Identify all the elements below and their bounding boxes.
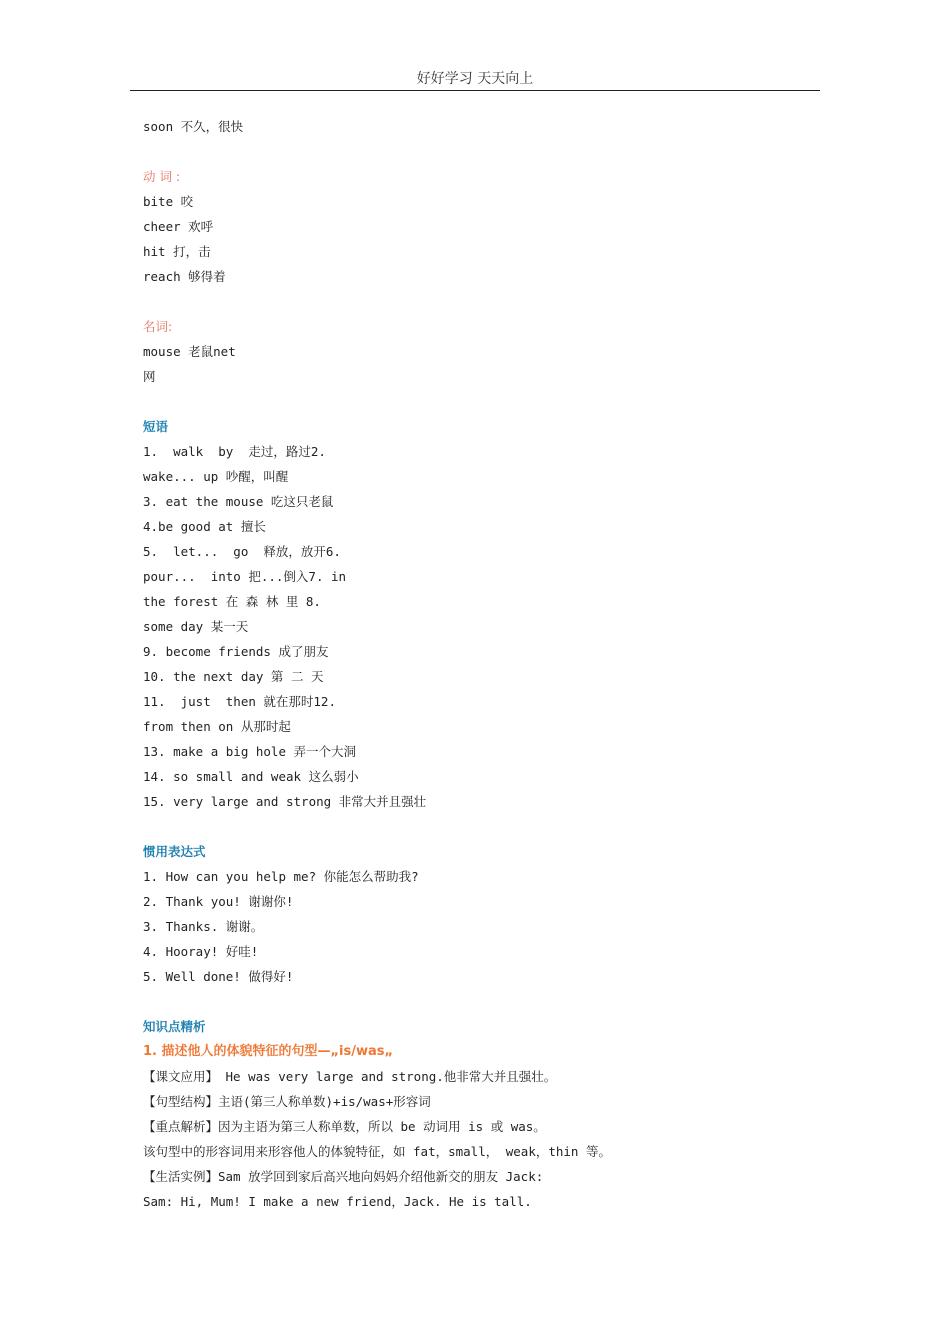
vocab-line: bite 咬 — [143, 194, 194, 209]
phrase-line: 13. make a big hole 弄一个大洞 — [143, 744, 357, 759]
vocab-line: mouse 老鼠net — [143, 344, 236, 359]
phrase-line: 9. become friends 成了朋友 — [143, 644, 329, 659]
phrase-line: 5. let... go 释放，放开6. — [143, 544, 341, 559]
phrase-line: wake... up 吵醒，叫醒 — [143, 469, 289, 484]
phrase-line: some day 某一天 — [143, 619, 249, 634]
vocab-line: hit 打，击 — [143, 244, 211, 259]
verbs-heading: 动 词 : — [143, 169, 181, 184]
document-body — [143, 116, 823, 1216]
analysis-line: 【课文应用】 He was very large and strong.他非常大并且强壮。 — [143, 1069, 557, 1084]
analysis-line: 【重点解析】因为主语为第三人称单数，所以 be 动词用 is 或 was。 — [143, 1119, 546, 1134]
vocab-line: 网 — [143, 369, 156, 384]
analysis-heading: 知识点精析 — [143, 1019, 206, 1034]
phrases-heading: 短语 — [143, 419, 169, 434]
expression-line: 2. Thank you! 谢谢你! — [143, 894, 294, 909]
phrase-line: 1. walk by 走过，路过2. — [143, 444, 326, 459]
header-divider — [130, 90, 820, 91]
expressions-heading: 惯用表达式 — [143, 844, 206, 859]
analysis-line: Sam: Hi, Mum! I make a new friend，Jack. He is tall. — [143, 1194, 532, 1209]
phrase-line: the forest 在 森 林 里 8. — [143, 594, 321, 609]
vocab-line: soon 不久，很快 — [143, 119, 244, 134]
phrase-line: 15. very large and strong 非常大并且强壮 — [143, 794, 427, 809]
phrase-line: 14. so small and weak 这么弱小 — [143, 769, 359, 784]
phrase-line: 4.be good at 擅长 — [143, 519, 266, 534]
analysis-line: 【句型结构】主语(第三人称单数)+is/was+形容词 — [143, 1094, 431, 1109]
expression-line: 3. Thanks. 谢谢。 — [143, 919, 264, 934]
phrase-line: from then on 从那时起 — [143, 719, 291, 734]
expression-line: 1. How can you help me? 你能怎么帮助我? — [143, 869, 419, 884]
expression-line: 4. Hooray! 好哇! — [143, 944, 259, 959]
vocab-line: reach 够得着 — [143, 269, 226, 284]
phrase-line: 11. just then 就在那时12. — [143, 694, 336, 709]
vocab-line: cheer 欢呼 — [143, 219, 214, 234]
phrase-line: 3. eat the mouse 吃这只老鼠 — [143, 494, 334, 509]
analysis-line: 【生活实例】Sam 放学回到家后高兴地向妈妈介绍他新交的朋友 Jack: — [143, 1169, 544, 1184]
phrase-line: 10. the next day 第 二 天 — [143, 669, 324, 684]
nouns-heading: 名词: — [143, 319, 173, 334]
analysis-line: 该句型中的形容词用来形容他人的体貌特征，如 fat，small， weak，thin 等。 — [143, 1144, 611, 1159]
analysis-subheading: 1. 描述他人的体貌特征的句型—„is/was„ — [143, 1044, 394, 1059]
phrase-line: pour... into 把...倒入7. in — [143, 569, 347, 584]
expression-line: 5. Well done! 做得好! — [143, 969, 294, 984]
page-header: 好好学习 天天向上 — [416, 71, 534, 87]
